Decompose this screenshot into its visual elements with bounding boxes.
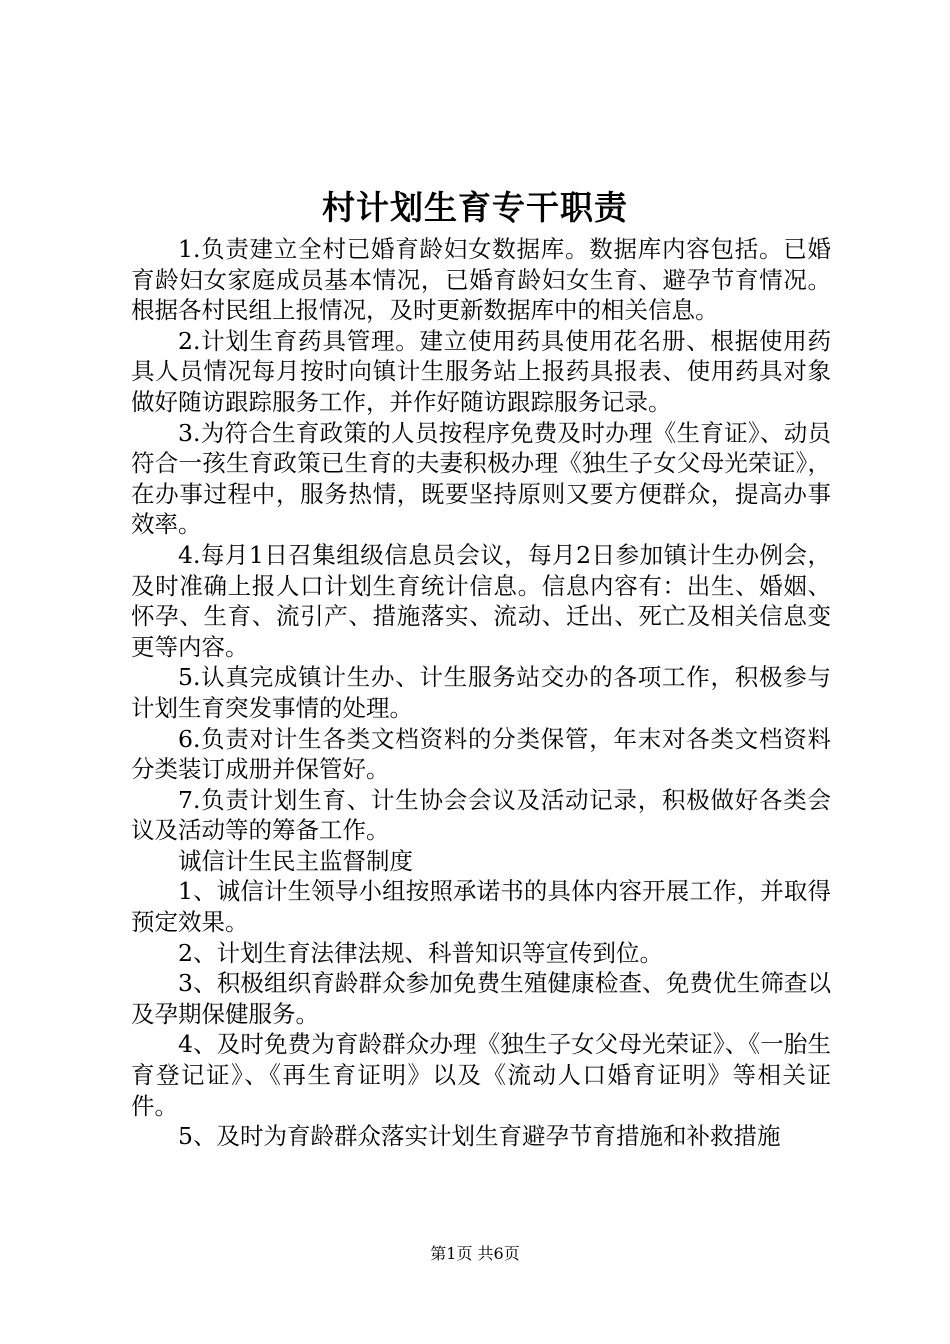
paragraph-5: 5.认真完成镇计生办、计生服务站交办的各项工作，积极参与计划生育突发事情的处理。: [131, 663, 831, 722]
paragraph-11: 4、及时免费为育龄群众办理《独生子女父母光荣证》、《一胎生育登记证》、《再生育证明》以及《流动人口婚育证明》等相关证件。: [131, 1030, 831, 1120]
paragraph-12: 5、及时为育龄群众落实计划生育避孕节育措施和补救措施: [178, 1122, 781, 1151]
paragraph-10: 3、积极组织育龄群众参加免费生殖健康检查、免费优生筛查以及孕期保健服务。: [131, 969, 831, 1028]
paragraph-8: 1、诚信计生领导小组按照承诺书的具体内容开展工作，并取得预定效果。: [131, 877, 831, 937]
document-body: [131, 234, 831, 1152]
paragraph-7: 7.负责计划生育、计生协会会议及活动记录，积极做好各类会议及活动等的筹备工作。: [131, 785, 831, 845]
paragraph-6: 6.负责对计生各类文档资料的分类保管，年末对各类文档资料分类装订成册并保管好。: [131, 724, 831, 784]
paragraph-3: 3.为符合生育政策的人员按程序免费及时办理《生育证》、动员符合一孩生育政策已生育的夫妻积极办理《独生子女父母光荣证》，在办事过程中，服务热情，既要坚持原则又要方便群众，提高办事效率。: [131, 418, 831, 539]
page-footer: 第1页 共6页: [430, 1244, 520, 1263]
paragraph-1: 1.负责建立全村已婚育龄妇女数据库。数据库内容包括。已婚育龄妇女家庭成员基本情况，已婚育龄妇女生育、避孕节育情况。根据各村民组上报情况，及时更新数据库中的相关信息。: [131, 235, 831, 325]
section-heading: 诚信计生民主监督制度: [178, 846, 413, 875]
paragraph-2: 2.计划生育药具管理。建立使用药具使用花名册、根据使用药具人员情况每月按时向镇计生服务站上报药具报表、使用药具对象做好随访跟踪服务工作，并作好随访跟踪服务记录。: [131, 326, 831, 416]
paragraph-4: 4.每月1日召集组级信息员会议，每月2日参加镇计生办例会，及时准确上报人口计划生育统计信息。信息内容有：出生、婚姻、怀孕、生育、流引产、措施落实、流动、迁出、死亡及相关信息变更等内容。: [131, 540, 831, 661]
paragraph-9: 2、计划生育法律法规、科普知识等宣传到位。: [178, 938, 663, 967]
document-title: 村计划生育专干职责: [322, 188, 628, 227]
